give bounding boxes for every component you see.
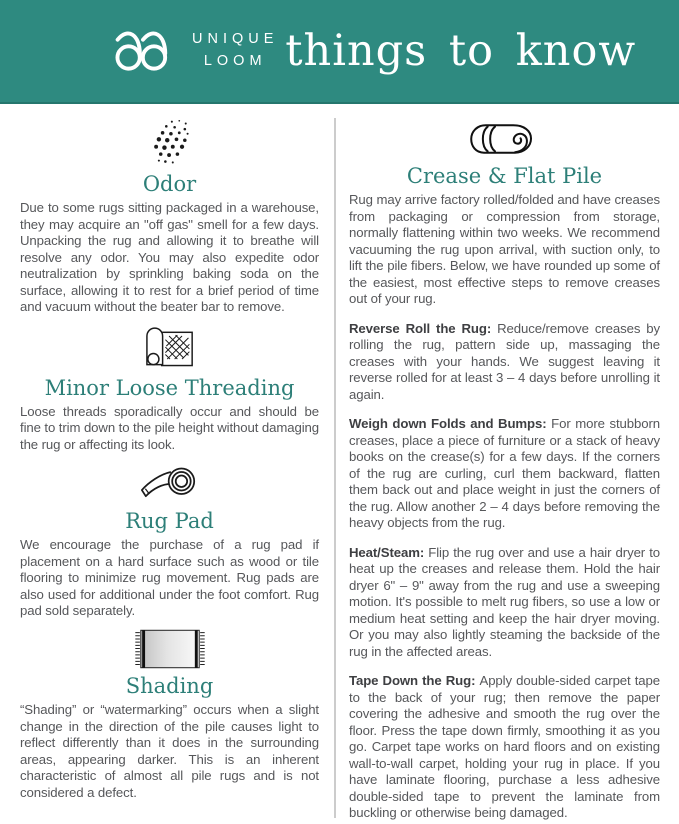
content-area	[0, 104, 679, 824]
tip-tape-down-text: Apply double-sided carpet tape to the back of your rug; then remove the paper covering the adhesive and smooth the rug over the floor. Press the tape down firmly, smoothing it as you go. Carpet tape works on hard floors and on existing wall-to-wall carpet, holding your rug in place. If you have laminate flooring, purchase a less adhesive double-sided tape to prevent the laminate from buckling or otherwise being damaged.	[349, 673, 660, 821]
crease-flat-pile-heading: Crease & Flat Pile	[406, 164, 603, 188]
section-minor-loose-threading	[20, 324, 319, 454]
shading-heading: Shading	[125, 673, 214, 698]
brand-logo-group	[110, 24, 278, 79]
unique-loom-dd-logo-icon	[110, 24, 176, 79]
minor-loose-threading-heading: Minor Loose Threading	[44, 375, 295, 400]
tip-reverse-roll	[349, 321, 660, 404]
crease-flat-pile-intro-text: Rug may arrive factory rolled/folded and have creases from packaging or compression from storage, normally flattening within two weeks. We recommend vacuuming the rug upon arrival, with suction only, to lift the pile fibers. Below, we have rounded up some of the easiest, most effective steps to remove creases out of your rug.	[349, 192, 660, 307]
tip-heat-steam	[349, 545, 660, 661]
tip-tape-down	[349, 673, 660, 822]
right-column	[336, 104, 679, 824]
tip-heat-steam-text: Flip the rug over and use a hair dryer to heat up the creases and release them. Hold the hair dryer 6" – 9" away from the rug and use a sweeping motion. It's possible to melt rug fibers, so use a low or medium heat setting and keep the hair dryer moving. Or you may also lightly steaming the backside of the rug in the affected areas.	[349, 544, 661, 659]
shading-body-text: “Shading” or “watermarking” occurs when a slight change in the direction of the pile causes light to reflect differently than it does in the surrounding areas, appearing darker. This is an inherent characteristic of almost all pile rugs and is not considered a defect.	[20, 702, 319, 800]
rug-pad-roll-icon	[20, 461, 319, 505]
rolled-rug-spiral-icon	[349, 118, 660, 160]
shaded-rug-fringe-icon	[20, 628, 319, 670]
rug-pad-body-text: We encourage the purchase of a rug pad if placement on a hard surface such as wood or tile flooring to minimize rug movement. Rug pads are also used for additional under the foot comfort. Rug pad sold separately.	[20, 537, 319, 619]
tip-tape-down-label: Tape Down the Rug:	[349, 673, 480, 689]
section-odor	[20, 118, 319, 316]
rug-pad-heading: Rug Pad	[125, 509, 214, 534]
left-column	[0, 104, 334, 824]
tip-reverse-roll-label: Reverse Roll the Rug:	[349, 320, 498, 336]
tip-heat-steam-label: Heat/Steam:	[349, 544, 429, 560]
tip-weigh-down	[349, 416, 660, 532]
odor-body-text: Due to some rugs sitting packaged in a warehouse, they may acquire an "off gas" smell for a few days. Unpacking the rug and allowing it to breathe will resolve any odor. You may also expedite odor neutralization by sprinkling baking soda on the surface, allowing it to rest for a brief period of time and vacuum without the beater bar to remove.	[20, 200, 319, 315]
minor-loose-threading-body-text: Loose threads sporadically occur and should be fine to trim down to the pile height without damaging the rug or affecting its look.	[20, 403, 319, 452]
tip-weigh-down-text: For more stubborn creases, place a piece of furniture or a stack of heavy books on the crease(s) for a few days. If the corners of the rug are curling, curl them backward, flatten them back out and place weight in just the corners of the rug. Allow another 2 – 4 days before removing the heavy objects from the rug.	[349, 416, 660, 531]
page-title: things to know	[285, 26, 637, 76]
section-rug-pad	[20, 461, 319, 620]
section-shading	[20, 628, 319, 801]
section-crease-flat-pile	[349, 118, 660, 822]
brand-line-1: UNIQUE	[192, 31, 279, 48]
rolled-rug-crosshatch-icon	[20, 324, 319, 372]
brand-name	[192, 29, 278, 73]
odor-heading: Odor	[142, 172, 197, 196]
odor-dots-icon	[20, 118, 319, 168]
tip-weigh-down-label: Weigh down Folds and Bumps:	[349, 416, 552, 432]
tip-reverse-roll-text: Reduce/remove creases by rolling the rug, pattern side up, massaging the creases with your hands. We suggest leaving it reverse rolled for at least 3 – 4 days before unrolling it again.	[349, 320, 661, 402]
brand-line-2: LOOM	[203, 53, 267, 69]
header-banner	[0, 0, 679, 104]
